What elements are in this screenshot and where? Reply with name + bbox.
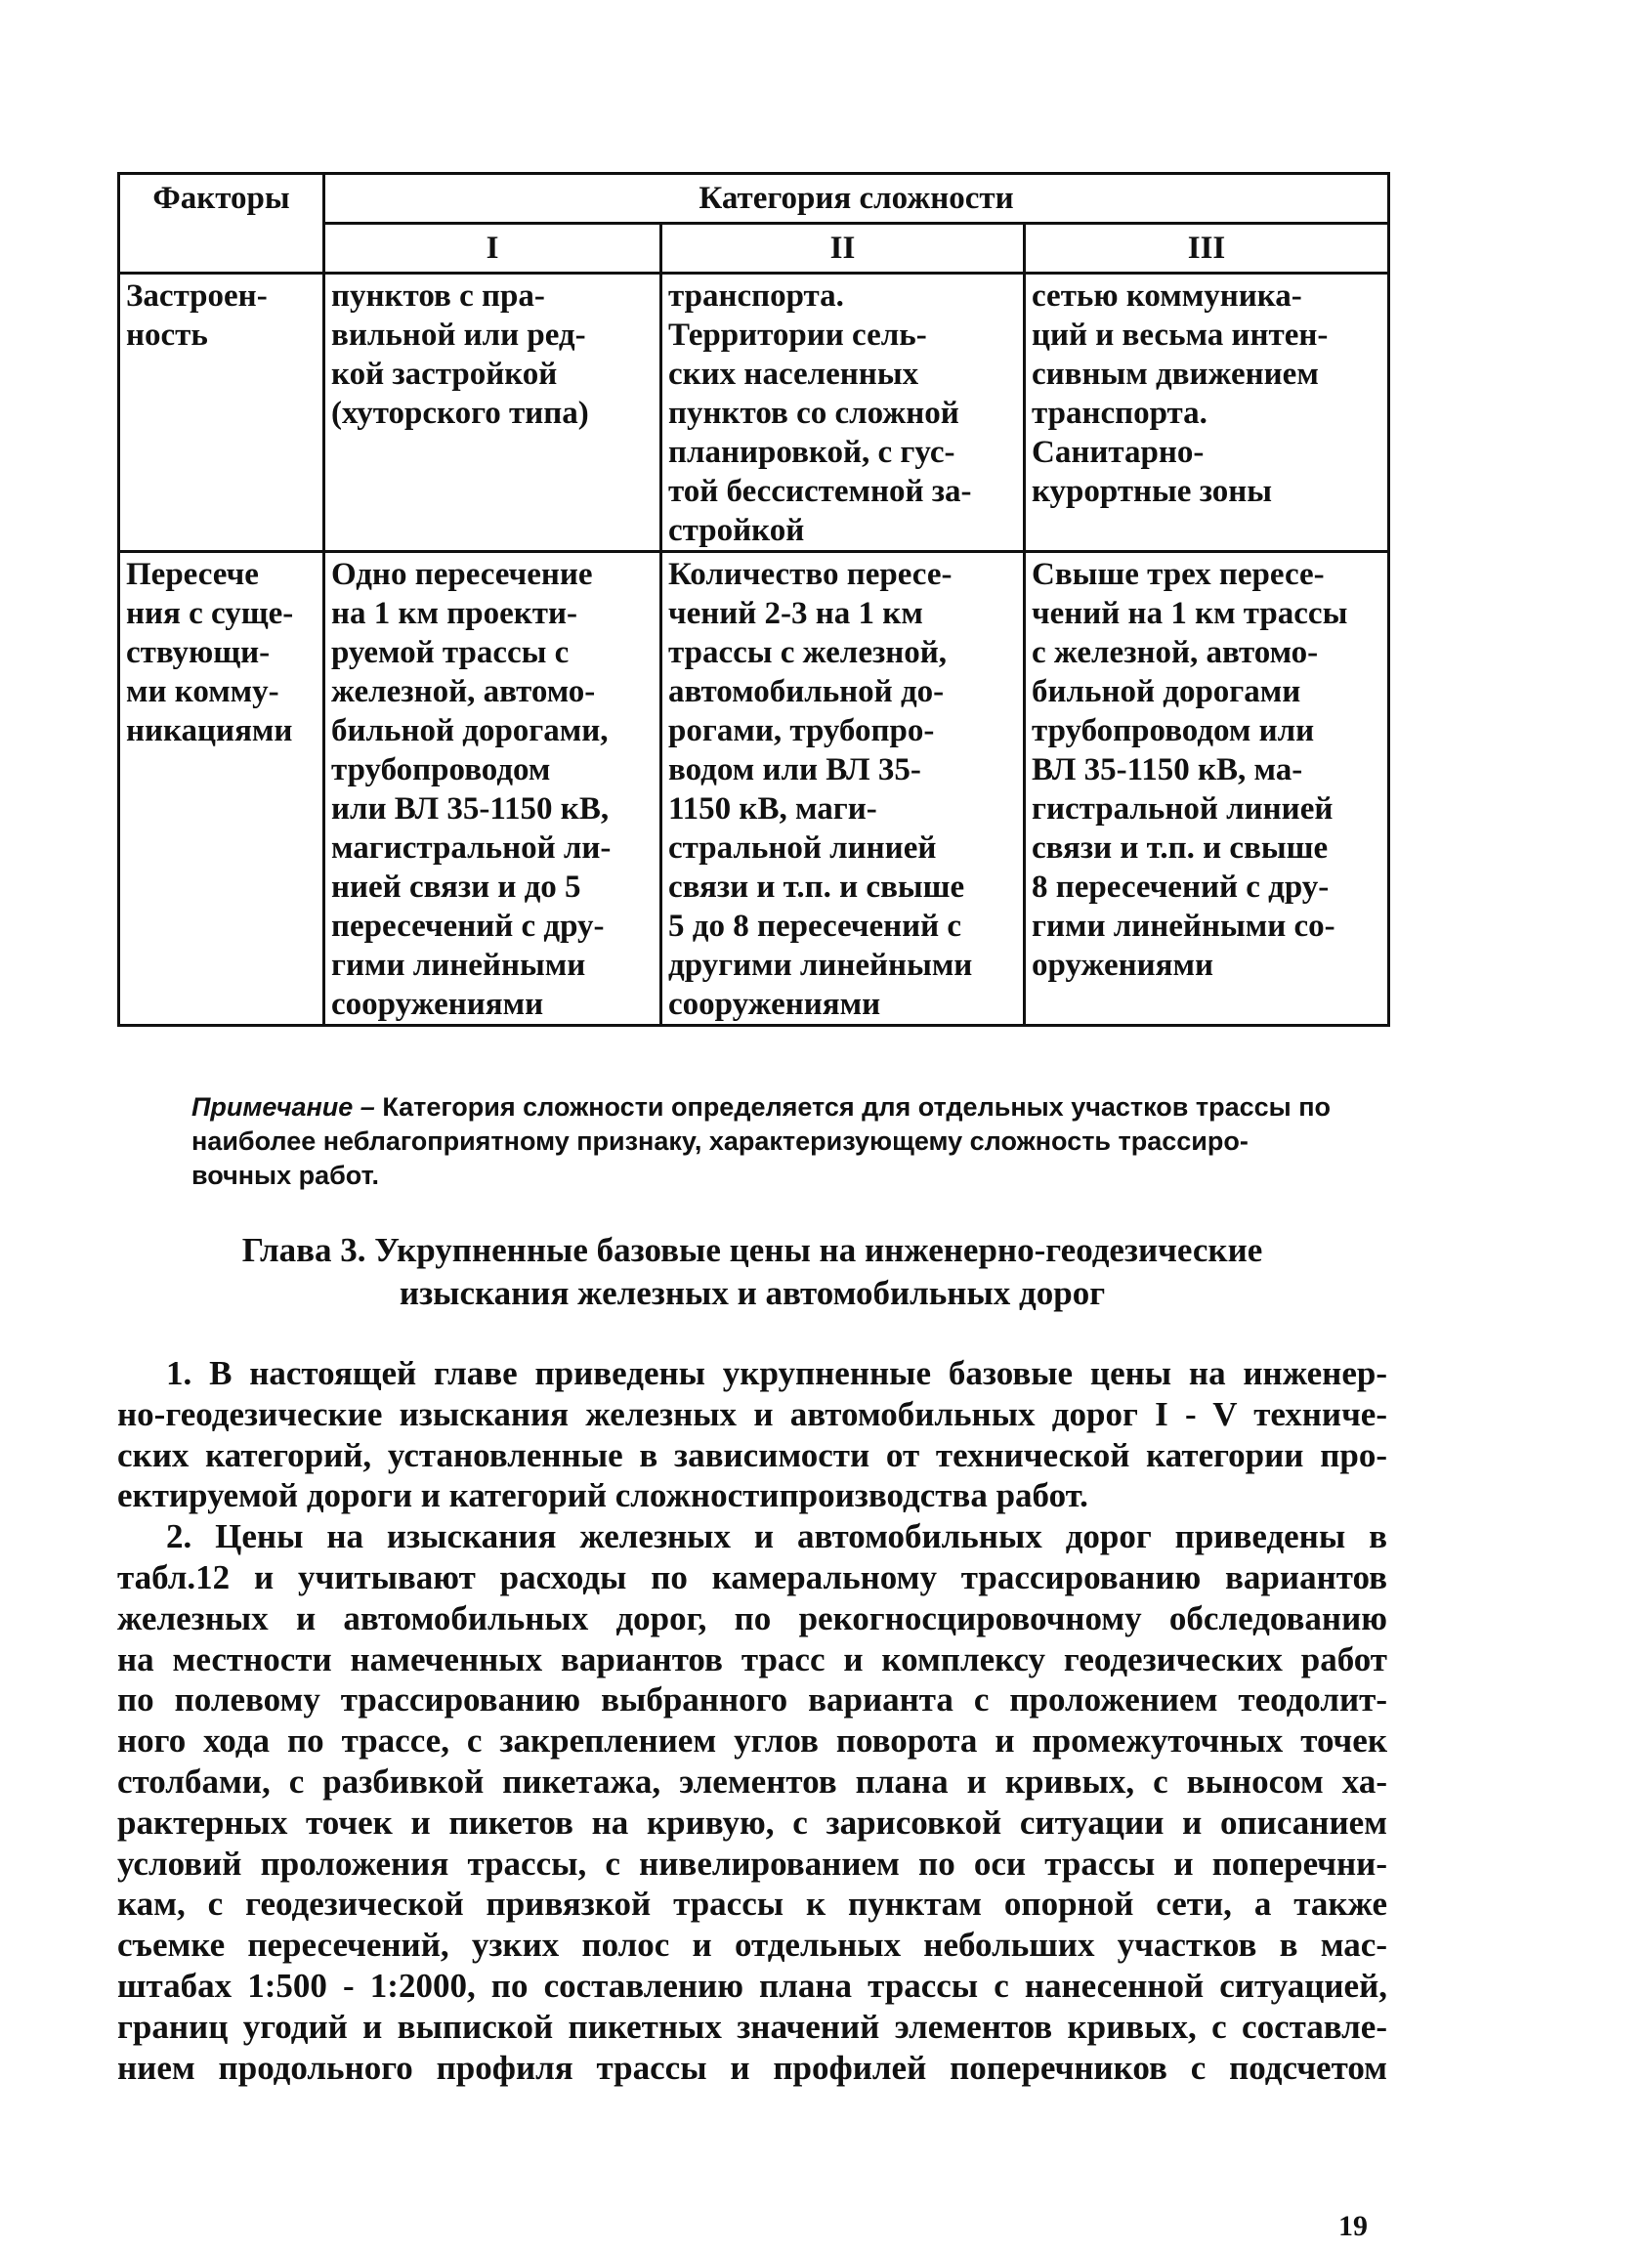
category-3-cell (1025, 274, 1389, 552)
note-line-3: вочных работ. (191, 1161, 379, 1190)
chapter-title (117, 1229, 1387, 1315)
category-2-cell (661, 274, 1025, 552)
paragraph-line: табл.12 и учитывают расходы по камеральному трассированию вариантов (117, 1557, 1387, 1596)
paragraph-line: по полевому трассированию выбранного варианта с проложением теодолит- (117, 1680, 1387, 1719)
complexity-table (117, 172, 1390, 1027)
category-1-cell (324, 552, 661, 1026)
header-col-2: II (661, 224, 1025, 274)
table-row (119, 274, 1389, 552)
paragraph-line: границ угодий и выпиской пикетных значений элементов кривых, с составле- (117, 2007, 1387, 2046)
factor-cell (119, 552, 324, 1026)
header-col-3: III (1025, 224, 1389, 274)
category-3-cell (1025, 552, 1389, 1026)
paragraph-line: рактерных точек и пикетов на кривую, с зарисовкой ситуации и описанием (117, 1803, 1387, 1842)
paragraph-line: но-геодезические изыскания железных и автомобильных дорог I - V техниче- (117, 1394, 1387, 1433)
paragraph-line: 1. В настоящей главе приведены укрупненные базовые цены на инженер- (166, 1354, 1387, 1392)
paragraph-line: ских категорий, установленные в зависимости от технической категории про- (117, 1435, 1387, 1474)
category-2-text: транспорта. Территории сель- ских населенных пунктов со сложной планировкой, с гус- той бессистемной за- стройкой (668, 278, 972, 548)
category-2-cell (661, 552, 1025, 1026)
paragraph-line: столбами, с разбивкой пикетажа, элементов плана и кривых, с выносом ха- (117, 1762, 1387, 1801)
table-row (119, 552, 1389, 1026)
factor-text: Пересече ния с суще- ствующи- ми комму- никациями (126, 557, 294, 748)
category-1-text: Одно пересечение на 1 км проекти- руемой трассы с железной, автомо- бильной дорогами, трубопроводом или ВЛ 35-1150 кВ, магистральной ли- нией связи и до 5 пересечений с дру- гими линейными сооружениями (331, 557, 612, 1022)
paragraph-line: железных и автомобильных дорог, по рекогносцировочному обследованию (117, 1598, 1387, 1637)
paragraph-line: ного хода по трассе, с закреплением углов поворота и промежуточных точек (117, 1721, 1387, 1761)
paragraph-line: штабах 1:500 - 1:2000, по составлению плана трассы с нанесенной ситуацией, (117, 1966, 1387, 2005)
table-note (191, 1090, 1393, 1193)
category-3-text: сетью коммуника- ций и весьма интен- сивным движением транспорта. Санитарно- курортные зоны (1032, 278, 1329, 509)
factor-cell (119, 274, 324, 552)
category-3-text: Свыше трех пересе- чений на 1 км трассы с железной, автомо- бильной дорогами трубопроводом или ВЛ 35-1150 кВ, ма- гистральной линией связи и т.п. и свыше 8 пересечений с дру- гими линейными со- оружениями (1032, 557, 1348, 983)
paragraph-line: условий проложения трассы, с нивелированием по оси трассы и поперечни- (117, 1844, 1387, 1883)
paragraph-line: нием продольного профиля трассы и профилей поперечников с подсчетом (117, 2048, 1387, 2087)
header-factors: Факторы (119, 174, 324, 274)
category-1-cell (324, 274, 661, 552)
body-text (117, 1353, 1387, 2088)
paragraph-1 (117, 1353, 1387, 1516)
header-col-1: I (324, 224, 661, 274)
note-line-2: наиболее неблагоприятному признаку, характеризующему сложность трассиро- (191, 1126, 1249, 1156)
header-category: Категория сложности (324, 174, 1389, 224)
paragraph-line: кам, с геодезической привязкой трассы к пунктам опорной сети, а также (117, 1885, 1387, 1924)
table-header-row (119, 174, 1389, 224)
paragraph-line: ектируемой дороги и категорий сложностипроизводства работ. (117, 1476, 1088, 1515)
note-label: Примечание – (191, 1092, 375, 1122)
note-text-1: Категория сложности определяется для отдельных участков трассы по (382, 1092, 1332, 1122)
paragraph-line: 2. Цены на изыскания железных и автомобильных дорог приведены в (166, 1517, 1387, 1556)
note-line-1 (191, 1090, 1393, 1125)
chapter-title-line-1: Глава 3. Укрупненные базовые цены на инженерно-геодезические (241, 1231, 1263, 1269)
paragraph-2 (117, 1516, 1387, 2088)
paragraph-line: съемке пересечений, узких полос и отдельных небольших участков в мас- (117, 1926, 1387, 1965)
factor-text: Застроен- ность (126, 278, 268, 353)
page-number: 19 (1338, 2210, 1368, 2242)
category-1-text: пунктов с пра- вильной или ред- кой застройкой (хуторского типа) (331, 278, 589, 431)
chapter-title-line-2: изыскания железных и автомобильных дорог (399, 1274, 1106, 1312)
category-2-text: Количество пересе- чений 2-3 на 1 км трассы с железной, автомобильной до- рогами, трубопро- водом или ВЛ 35- 1150 кВ, маги- стральной линией связи и т.п. и свыше 5 до 8 пересечений с другими линейными сооружениями (668, 557, 973, 1022)
paragraph-line: на местности намеченных вариантов трасс и комплексу геодезических работ (117, 1639, 1387, 1678)
